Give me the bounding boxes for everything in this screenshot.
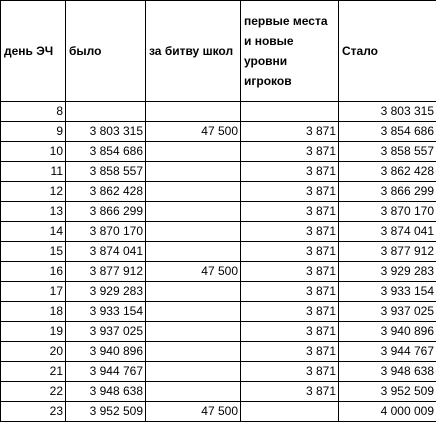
cell-first-places[interactable]: 3 871 <box>241 342 339 362</box>
cell-was[interactable]: 3 862 428 <box>66 182 146 202</box>
header-cell-became[interactable]: Стало <box>339 1 436 102</box>
cell-school-battle[interactable] <box>146 322 241 342</box>
cell-school-battle[interactable] <box>146 242 241 262</box>
header-cell-school-battle[interactable]: за битву школ <box>146 1 241 102</box>
table-row <box>1 102 436 122</box>
cell-first-places[interactable] <box>241 402 339 422</box>
table-row <box>1 262 436 282</box>
cell-day[interactable]: 16 <box>1 262 66 282</box>
table-body <box>1 102 436 422</box>
table-row <box>1 282 436 302</box>
header-row <box>1 1 436 102</box>
cell-was[interactable]: 3 952 509 <box>66 402 146 422</box>
table-row <box>1 382 436 402</box>
cell-school-battle[interactable] <box>146 142 241 162</box>
cell-first-places[interactable]: 3 871 <box>241 162 339 182</box>
cell-first-places[interactable]: 3 871 <box>241 202 339 222</box>
cell-day[interactable]: 8 <box>1 102 66 122</box>
table-row <box>1 142 436 162</box>
table-row <box>1 162 436 182</box>
cell-school-battle[interactable] <box>146 162 241 182</box>
cell-became[interactable]: 3 933 154 <box>339 282 436 302</box>
cell-first-places[interactable]: 3 871 <box>241 362 339 382</box>
cell-day[interactable]: 14 <box>1 222 66 242</box>
cell-day[interactable]: 20 <box>1 342 66 362</box>
cell-became[interactable]: 3 940 896 <box>339 322 436 342</box>
cell-was[interactable]: 3 866 299 <box>66 202 146 222</box>
cell-became[interactable]: 3 948 638 <box>339 362 436 382</box>
cell-day[interactable]: 10 <box>1 142 66 162</box>
cell-school-battle[interactable]: 47 500 <box>146 402 241 422</box>
cell-first-places[interactable]: 3 871 <box>241 142 339 162</box>
cell-school-battle[interactable] <box>146 302 241 322</box>
table-row <box>1 322 436 342</box>
table-row <box>1 362 436 382</box>
cell-first-places[interactable]: 3 871 <box>241 182 339 202</box>
cell-school-battle[interactable] <box>146 362 241 382</box>
cell-first-places[interactable]: 3 871 <box>241 322 339 342</box>
cell-first-places[interactable]: 3 871 <box>241 122 339 142</box>
cell-became[interactable]: 3 944 767 <box>339 342 436 362</box>
cell-became[interactable]: 3 862 428 <box>339 162 436 182</box>
cell-became[interactable]: 3 858 557 <box>339 142 436 162</box>
cell-was[interactable]: 3 803 315 <box>66 122 146 142</box>
cell-school-battle[interactable]: 47 500 <box>146 262 241 282</box>
cell-first-places[interactable]: 3 871 <box>241 302 339 322</box>
cell-became[interactable]: 4 000 009 <box>339 402 436 422</box>
cell-school-battle[interactable] <box>146 342 241 362</box>
cell-first-places[interactable]: 3 871 <box>241 382 339 402</box>
cell-day[interactable]: 9 <box>1 122 66 142</box>
cell-was[interactable]: 3 858 557 <box>66 162 146 182</box>
cell-was[interactable] <box>66 102 146 122</box>
cell-was[interactable]: 3 877 912 <box>66 262 146 282</box>
cell-first-places[interactable]: 3 871 <box>241 262 339 282</box>
cell-became[interactable]: 3 877 912 <box>339 242 436 262</box>
cell-was[interactable]: 3 940 896 <box>66 342 146 362</box>
cell-became[interactable]: 3 874 041 <box>339 222 436 242</box>
cell-first-places[interactable]: 3 871 <box>241 242 339 262</box>
cell-became[interactable]: 3 929 283 <box>339 262 436 282</box>
cell-school-battle[interactable] <box>146 222 241 242</box>
cell-day[interactable]: 21 <box>1 362 66 382</box>
cell-was[interactable]: 3 874 041 <box>66 242 146 262</box>
table-row <box>1 302 436 322</box>
header-cell-day[interactable]: день ЭЧ <box>1 1 66 102</box>
cell-school-battle[interactable] <box>146 182 241 202</box>
cell-day[interactable]: 13 <box>1 202 66 222</box>
cell-became[interactable]: 3 870 170 <box>339 202 436 222</box>
cell-school-battle[interactable] <box>146 282 241 302</box>
cell-day[interactable]: 12 <box>1 182 66 202</box>
cell-became[interactable]: 3 937 025 <box>339 302 436 322</box>
cell-day[interactable]: 17 <box>1 282 66 302</box>
cell-day[interactable]: 19 <box>1 322 66 342</box>
table-row <box>1 402 436 422</box>
cell-school-battle[interactable] <box>146 102 241 122</box>
cell-was[interactable]: 3 944 767 <box>66 362 146 382</box>
cell-was[interactable]: 3 937 025 <box>66 322 146 342</box>
table-row <box>1 342 436 362</box>
cell-was[interactable]: 3 929 283 <box>66 282 146 302</box>
cell-day[interactable]: 23 <box>1 402 66 422</box>
cell-was[interactable]: 3 854 686 <box>66 142 146 162</box>
table-row <box>1 182 436 202</box>
cell-was[interactable]: 3 933 154 <box>66 302 146 322</box>
cell-first-places[interactable] <box>241 102 339 122</box>
cell-became[interactable]: 3 952 509 <box>339 382 436 402</box>
cell-school-battle[interactable]: 47 500 <box>146 122 241 142</box>
cell-day[interactable]: 22 <box>1 382 66 402</box>
cell-was[interactable]: 3 870 170 <box>66 222 146 242</box>
cell-was[interactable]: 3 948 638 <box>66 382 146 402</box>
cell-first-places[interactable]: 3 871 <box>241 282 339 302</box>
table-row <box>1 242 436 262</box>
header-cell-was[interactable]: было <box>66 1 146 102</box>
table-row <box>1 202 436 222</box>
cell-became[interactable]: 3 854 686 <box>339 122 436 142</box>
cell-first-places[interactable]: 3 871 <box>241 222 339 242</box>
table-row <box>1 222 436 242</box>
cell-became[interactable]: 3 866 299 <box>339 182 436 202</box>
cell-day[interactable]: 18 <box>1 302 66 322</box>
cell-school-battle[interactable] <box>146 382 241 402</box>
cell-became[interactable]: 3 803 315 <box>339 102 436 122</box>
cell-school-battle[interactable] <box>146 202 241 222</box>
table-row <box>1 122 436 142</box>
cell-day[interactable]: 11 <box>1 162 66 182</box>
cell-day[interactable]: 15 <box>1 242 66 262</box>
header-cell-first-places[interactable]: первые места и новые уровни игроков <box>241 1 339 102</box>
